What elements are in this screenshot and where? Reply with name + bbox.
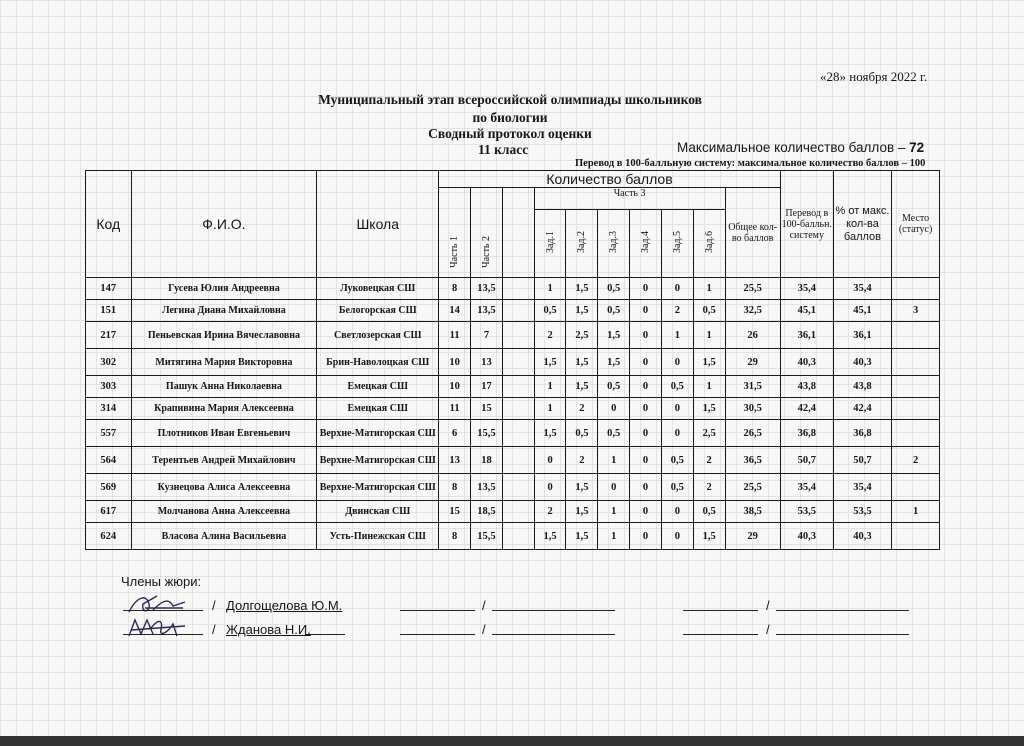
cell-school: Двинская СШ [317,501,439,523]
separator-2: / [212,622,216,637]
cell-school: Усть-Пинежская СШ [317,523,439,550]
cell-z1: 0,5 [534,300,566,322]
cell-z6: 1 [693,278,725,300]
cell-place [892,474,940,501]
cell-place: 1 [892,501,940,523]
cell-pct: 42,4 [833,398,891,420]
cell-z3: 0,5 [598,278,630,300]
jury-title: Члены жюри: [121,574,202,589]
cell-pct: 50,7 [833,447,891,474]
cell-name: Пашук Анна Николаевна [131,376,317,398]
blank-line [683,610,758,611]
separator: / [766,598,770,613]
cell-z2: 2,5 [566,322,598,349]
cell-p1: 11 [439,398,471,420]
cell-z3: 1,5 [598,349,630,376]
cell-place: 2 [892,447,940,474]
cell-place [892,349,940,376]
cell-z4: 0 [630,300,662,322]
cell-code: 314 [86,398,132,420]
cell-code: 217 [86,322,132,349]
cell-p2: 15,5 [471,523,503,550]
cell-total: 25,5 [725,474,780,501]
cell-place [892,420,940,447]
cell-p1: 11 [439,322,471,349]
blank-line [400,634,475,635]
cell-name: Легина Диана Михайловна [131,300,317,322]
blank-line [776,610,909,611]
table-row [86,278,940,300]
header-part1: Часть 1 [439,188,471,278]
cell-blank [502,474,534,501]
jury-member-2: Жданова Н.И. [226,622,311,637]
cell-z2: 2 [566,447,598,474]
cell-total: 29 [725,523,780,550]
cell-name: Молчанова Анна Алексеевна [131,501,317,523]
header-task4: Зад.4 [630,210,662,278]
max-score-line [677,140,924,155]
signature-line-2 [123,634,203,635]
cell-p1: 14 [439,300,471,322]
cell-p2: 15,5 [471,420,503,447]
cell-p1: 10 [439,349,471,376]
cell-conv: 42,4 [780,398,833,420]
cell-z4: 0 [630,420,662,447]
header-task6: Зад.6 [693,210,725,278]
cell-z4: 0 [630,376,662,398]
cell-conv: 36,8 [780,420,833,447]
cell-z5: 0 [661,523,693,550]
cell-code: 564 [86,447,132,474]
header-task3: Зад.3 [598,210,630,278]
cell-conv: 36,1 [780,322,833,349]
cell-z6: 2,5 [693,420,725,447]
cell-z3: 1 [598,447,630,474]
cell-z6: 1 [693,376,725,398]
blank-line [492,610,615,611]
signature-2 [123,614,205,640]
cell-place: 3 [892,300,940,322]
header-place: Место (статус) [892,171,940,278]
cell-p2: 18,5 [471,501,503,523]
cell-z6: 1,5 [693,398,725,420]
blank-line [683,634,758,635]
cell-z6: 1,5 [693,349,725,376]
cell-p2: 13,5 [471,474,503,501]
cell-pct: 35,4 [833,474,891,501]
cell-school: Светлозерская СШ [317,322,439,349]
cell-p1: 6 [439,420,471,447]
signature-1 [123,592,205,616]
cell-code: 302 [86,349,132,376]
cell-conv: 40,3 [780,523,833,550]
cell-conv: 50,7 [780,447,833,474]
cell-blank [502,349,534,376]
cell-name: Терентьев Андрей Михайлович [131,447,317,474]
title-line-3: Сводный протокол оценки [428,126,592,141]
header-task1: Зад.1 [534,210,566,278]
cell-school: Верхне-Матигорская СШ [317,420,439,447]
cell-name: Плотников Иван Евгеньевич [131,420,317,447]
cell-conv: 53,5 [780,501,833,523]
cell-blank [502,420,534,447]
cell-total: 32,5 [725,300,780,322]
cell-p2: 17 [471,376,503,398]
cell-total: 30,5 [725,398,780,420]
cell-school: Белогорская СШ [317,300,439,322]
cell-z6: 2 [693,447,725,474]
cell-z3: 0,5 [598,300,630,322]
cell-p2: 7 [471,322,503,349]
cell-name: Власова Алина Васильевна [131,523,317,550]
jury-member-1: Долгощелова Ю.М. [226,598,343,613]
cell-name: Пеньевская Ирина Вячеславовна [131,322,317,349]
cell-p1: 8 [439,523,471,550]
cell-p2: 18 [471,447,503,474]
cell-z5: 0 [661,501,693,523]
cell-blank [502,501,534,523]
scan-bottom-edge [0,736,1024,746]
separator: / [482,622,486,637]
protocol-date: «28» ноября 2022 г. [820,69,928,84]
cell-pct: 40,3 [833,349,891,376]
cell-conv: 35,4 [780,278,833,300]
max-score-value: 72 [909,140,925,155]
table-row [86,376,940,398]
table-row [86,420,940,447]
cell-z3: 0,5 [598,376,630,398]
cell-conv: 45,1 [780,300,833,322]
cell-school: Емецкая СШ [317,398,439,420]
cell-blank [502,447,534,474]
cell-code: 151 [86,300,132,322]
cell-blank [502,300,534,322]
cell-z1: 0 [534,447,566,474]
cell-blank [502,376,534,398]
cell-z3: 1 [598,501,630,523]
cell-pct: 53,5 [833,501,891,523]
cell-p1: 8 [439,278,471,300]
table-row [86,322,940,349]
cell-name: Кузнецова Алиса Алексеевна [131,474,317,501]
cell-z2: 1,5 [566,501,598,523]
title-line-1: Муниципальный этап всероссийской олимпиады школьников [318,92,702,107]
blank-line [400,610,475,611]
header-total: Общее кол-во баллов [725,188,780,278]
cell-z4: 0 [630,523,662,550]
blank-line [492,634,615,635]
cell-school: Емецкая СШ [317,376,439,398]
cell-z2: 0,5 [566,420,598,447]
header-scores: Количество баллов [439,171,781,188]
cell-code: 557 [86,420,132,447]
cell-total: 31,5 [725,376,780,398]
cell-total: 38,5 [725,501,780,523]
cell-code: 617 [86,501,132,523]
cell-p2: 13,5 [471,300,503,322]
cell-name: Гусева Юлия Андреевна [131,278,317,300]
cell-blank [502,523,534,550]
cell-conv: 40,3 [780,349,833,376]
header-blank [502,188,534,278]
cell-z3: 1,5 [598,322,630,349]
cell-z5: 0 [661,420,693,447]
table-row [86,474,940,501]
cell-z1: 1 [534,398,566,420]
cell-place [892,398,940,420]
cell-z5: 2 [661,300,693,322]
header-fio: Ф.И.О. [131,171,317,278]
cell-z4: 0 [630,322,662,349]
cell-blank [502,278,534,300]
title-line-2: по биологии [472,110,548,125]
cell-z6: 1 [693,322,725,349]
cell-name: Крапивина Мария Алексеевна [131,398,317,420]
cell-z1: 1,5 [534,420,566,447]
cell-z6: 0,5 [693,300,725,322]
cell-code: 624 [86,523,132,550]
cell-pct: 36,8 [833,420,891,447]
cell-p1: 13 [439,447,471,474]
cell-z1: 2 [534,501,566,523]
cell-z4: 0 [630,447,662,474]
cell-z2: 1,5 [566,376,598,398]
cell-total: 36,5 [725,447,780,474]
cell-z5: 0,5 [661,376,693,398]
cell-p1: 8 [439,474,471,501]
cell-name: Митягина Мария Викторовна [131,349,317,376]
cell-p2: 15 [471,398,503,420]
cell-school: Луковецкая СШ [317,278,439,300]
cell-z5: 0 [661,398,693,420]
cell-z5: 0,5 [661,447,693,474]
cell-z5: 0,5 [661,474,693,501]
header-part2: Часть 2 [471,188,503,278]
cell-z1: 2 [534,322,566,349]
table-row [86,349,940,376]
table-row [86,398,940,420]
table-row [86,447,940,474]
table-row [86,300,940,322]
cell-pct: 40,3 [833,523,891,550]
cell-z3: 0 [598,398,630,420]
cell-z2: 1,5 [566,523,598,550]
cell-z5: 0 [661,278,693,300]
header-pct: % от макс. кол-ва баллов [833,171,891,278]
cell-z1: 1 [534,278,566,300]
cell-code: 147 [86,278,132,300]
cell-z5: 1 [661,322,693,349]
header-school: Школа [317,171,439,278]
cell-z3: 0,5 [598,420,630,447]
cell-p1: 10 [439,376,471,398]
cell-pct: 35,4 [833,278,891,300]
cell-p2: 13 [471,349,503,376]
cell-z4: 0 [630,398,662,420]
cell-z2: 2 [566,398,598,420]
cell-school: Брин-Наволоцкая СШ [317,349,439,376]
cell-z3: 0 [598,474,630,501]
cell-code: 303 [86,376,132,398]
cell-conv: 43,8 [780,376,833,398]
table-row [86,501,940,523]
cell-total: 26 [725,322,780,349]
cell-z4: 0 [630,349,662,376]
results-table [85,170,940,550]
cell-pct: 43,8 [833,376,891,398]
cell-z2: 1,5 [566,349,598,376]
table-row [86,523,940,550]
cell-z4: 0 [630,278,662,300]
cell-z5: 0 [661,349,693,376]
conversion-note: Перевод в 100-балльную систему: максимальное количество баллов – 100 [575,158,926,169]
cell-code: 569 [86,474,132,501]
name-underline-extension [305,634,345,635]
cell-p2: 13,5 [471,278,503,300]
separator: / [766,622,770,637]
cell-z1: 1 [534,376,566,398]
separator-1: / [212,598,216,613]
cell-z2: 1,5 [566,474,598,501]
cell-place [892,376,940,398]
cell-z1: 0 [534,474,566,501]
cell-z6: 2 [693,474,725,501]
max-score-label: Максимальное количество баллов – [677,140,910,155]
cell-place [892,523,940,550]
cell-z6: 1,5 [693,523,725,550]
cell-z2: 1,5 [566,300,598,322]
cell-z6: 0,5 [693,501,725,523]
cell-blank [502,322,534,349]
cell-place [892,278,940,300]
header-task5: Зад.5 [661,210,693,278]
blank-line [776,634,909,635]
cell-blank [502,398,534,420]
cell-p1: 15 [439,501,471,523]
separator: / [482,598,486,613]
cell-z4: 0 [630,474,662,501]
cell-school: Верхне-Матигорская СШ [317,447,439,474]
cell-pct: 36,1 [833,322,891,349]
cell-place [892,322,940,349]
cell-pct: 45,1 [833,300,891,322]
cell-school: Верхне-Матигорская СШ [317,474,439,501]
header-part3: Часть 3 [534,188,725,210]
header-conv100: Перевод в 100-балльн. систему [780,171,833,278]
header-task2: Зад.2 [566,210,598,278]
cell-z1: 1,5 [534,523,566,550]
cell-z3: 1 [598,523,630,550]
cell-conv: 35,4 [780,474,833,501]
cell-z1: 1,5 [534,349,566,376]
cell-z4: 0 [630,501,662,523]
cell-total: 25,5 [725,278,780,300]
signature-line-1 [123,610,203,611]
grade-label: 11 класс [478,142,529,157]
cell-total: 29 [725,349,780,376]
cell-total: 26,5 [725,420,780,447]
header-code: Код [86,171,132,278]
cell-z2: 1,5 [566,278,598,300]
